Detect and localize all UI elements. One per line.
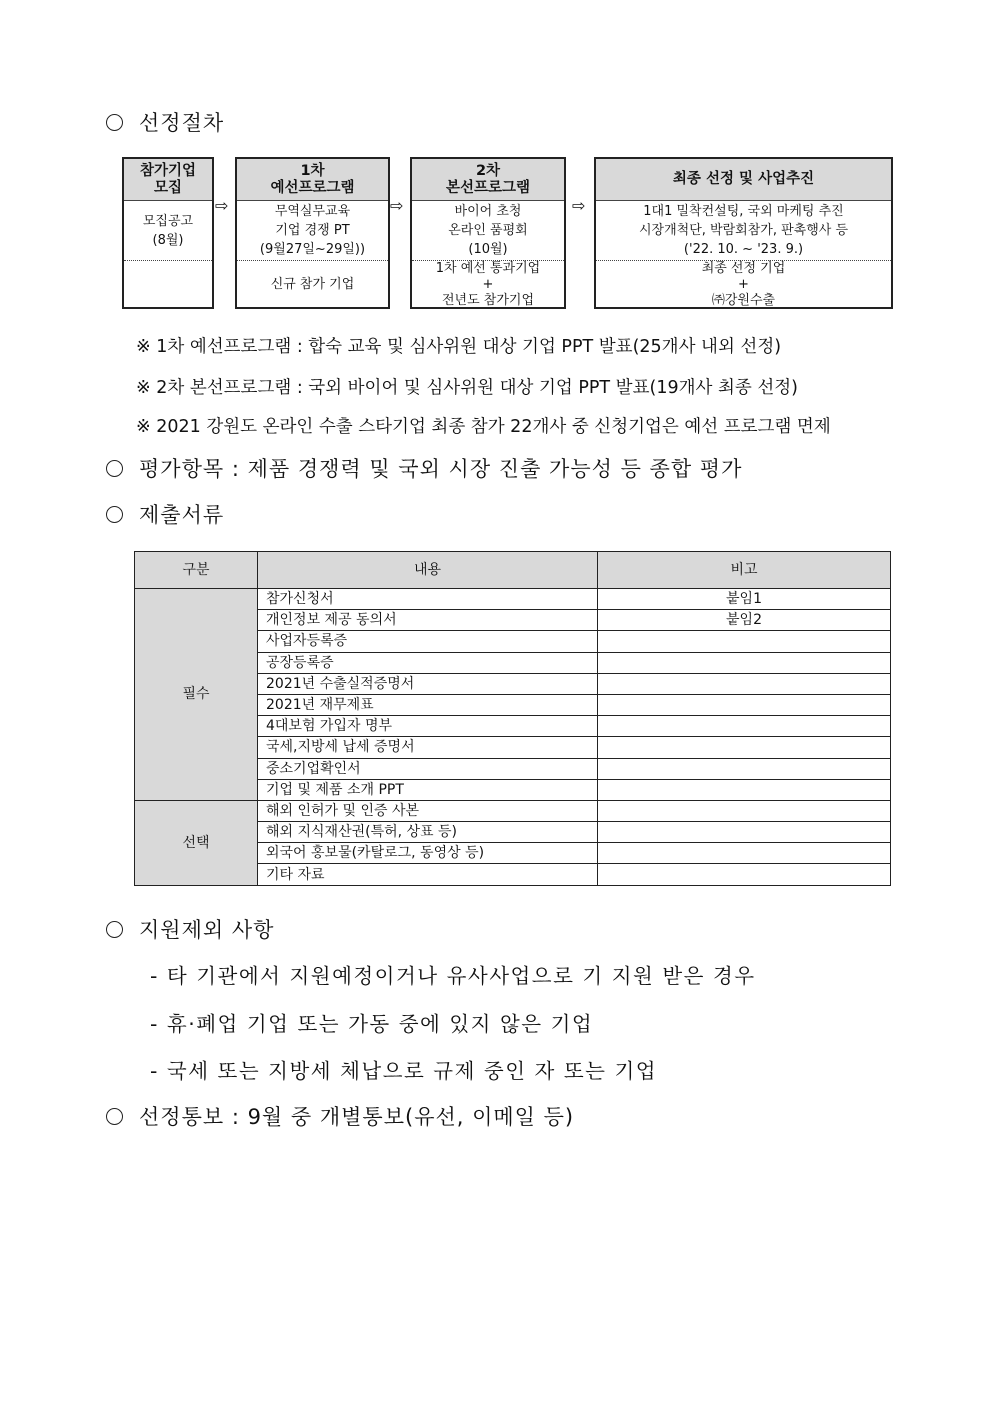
section-heading-notification: 선정통보 : 9월 중 개별통보(유선, 이메일 등) bbox=[106, 1101, 574, 1131]
document-remark bbox=[598, 673, 891, 694]
document-name: 중소기업확인서 bbox=[258, 758, 598, 779]
right-arrow-icon: ⇨ bbox=[215, 196, 229, 215]
flow-box-title bbox=[237, 159, 388, 201]
document-name: 공장등록증 bbox=[258, 652, 598, 673]
note-preliminary: ※ 1차 예선프로그램 : 합숙 교육 및 심사위원 대상 기업 PPT 발표(25개사 내외 선정) bbox=[136, 337, 782, 357]
flow-box-line: ('22. 10. ~ '23. 9.) bbox=[683, 242, 804, 257]
document-name: 해외 지식재산권(특허, 상표 등) bbox=[258, 822, 598, 843]
flow-box-line: 모집 bbox=[153, 179, 182, 196]
flow-box-detail bbox=[237, 201, 388, 261]
flow-box-line: 모집공고 bbox=[142, 213, 194, 229]
flow-box-line: (8월) bbox=[152, 232, 184, 248]
document-remark bbox=[598, 631, 891, 652]
flow-box-line: (10월) bbox=[468, 242, 508, 257]
table-row bbox=[135, 800, 891, 821]
flow-box-title bbox=[124, 159, 212, 201]
document-remark bbox=[598, 758, 891, 779]
document-name: 국세,지방세 납세 증명서 bbox=[258, 737, 598, 758]
flow-box-title bbox=[412, 159, 564, 201]
flow-box-final-selection bbox=[594, 157, 893, 309]
flow-box-line: + bbox=[738, 277, 749, 292]
flow-box-line: 최종 선정 기업 bbox=[701, 261, 786, 276]
flow-box-line: 2차 bbox=[475, 162, 501, 179]
table-row bbox=[135, 589, 891, 610]
flow-box-detail bbox=[124, 201, 212, 261]
section-heading-exclusions: 지원제외 사항 bbox=[106, 914, 274, 944]
document-remark bbox=[598, 694, 891, 715]
flow-box-line: 참가기업 bbox=[139, 162, 197, 179]
flow-box-target bbox=[596, 261, 891, 309]
document-remark bbox=[598, 779, 891, 800]
document-name: 기타 자료 bbox=[258, 864, 598, 885]
flow-box-line: + bbox=[482, 277, 494, 292]
document-name: 외국어 홍보물(카탈로그, 동영상 등) bbox=[258, 843, 598, 864]
circle-bullet-icon bbox=[106, 460, 123, 477]
flow-box-recruitment bbox=[122, 157, 214, 309]
flow-box-line: ㈜강원수출 bbox=[711, 293, 776, 308]
flow-box-line: 예선프로그램 bbox=[270, 179, 355, 196]
flow-box-line: 바이어 초청 bbox=[454, 204, 522, 219]
document-name: 사업자등록증 bbox=[258, 631, 598, 652]
document-remark bbox=[598, 800, 891, 821]
exclusion-item: - 휴·폐업 기업 또는 가동 중에 있지 않은 기업 bbox=[150, 1012, 594, 1036]
flow-box-target bbox=[237, 261, 388, 309]
flow-box-line: 신규 참가 기업 bbox=[270, 277, 355, 292]
right-arrow-icon: ⇨ bbox=[572, 196, 586, 215]
circle-bullet-icon bbox=[106, 114, 123, 131]
flow-box-main-round bbox=[410, 157, 566, 309]
header-remarks: 비고 bbox=[598, 552, 891, 589]
document-remark: 붙임1 bbox=[598, 589, 891, 610]
flow-box-line: 기업 경쟁 PT bbox=[275, 223, 350, 238]
group-label: 필수 bbox=[135, 589, 258, 801]
document-remark bbox=[598, 716, 891, 737]
exclusion-item: - 타 기관에서 지원예정이거나 유사사업으로 기 지원 받은 경우 bbox=[150, 964, 756, 988]
flow-box-line: 최종 선정 및 사업추진 bbox=[672, 171, 815, 187]
circle-bullet-icon bbox=[106, 506, 123, 523]
flow-box-line: 무역실무교육 bbox=[274, 204, 351, 219]
document-name: 참가신청서 bbox=[258, 589, 598, 610]
document-name: 2021년 수출실적증명서 bbox=[258, 673, 598, 694]
document-name: 기업 및 제품 소개 PPT bbox=[258, 779, 598, 800]
flow-box-target bbox=[412, 261, 564, 309]
flow-box-line: 1차 bbox=[300, 162, 325, 179]
flow-box-line: 1대1 밀착컨설팅, 국외 마케팅 추진 bbox=[643, 204, 844, 219]
flow-box-line: 본선프로그램 bbox=[445, 179, 531, 196]
flow-box-line: 전년도 참가기업 bbox=[441, 293, 535, 308]
note-exemption: ※ 2021 강원도 온라인 수출 스타기업 최종 참가 22개사 중 신청기업은 예선 프로그램 면제 bbox=[136, 417, 831, 437]
flow-box-line: (9월27일~29일)) bbox=[259, 242, 366, 257]
document-name: 2021년 재무제표 bbox=[258, 694, 598, 715]
header-content: 내용 bbox=[258, 552, 598, 589]
group-label: 선택 bbox=[135, 800, 258, 885]
document-remark: 붙임2 bbox=[598, 610, 891, 631]
document-name: 해외 인허가 및 인증 사본 bbox=[258, 800, 598, 821]
right-arrow-icon: ⇨ bbox=[390, 196, 404, 215]
section-heading-documents: 제출서류 bbox=[106, 499, 224, 529]
document-name: 4대보험 가입자 명부 bbox=[258, 716, 598, 737]
document-remark bbox=[598, 822, 891, 843]
flow-box-line: 시장개척단, 박람회참가, 판촉행사 등 bbox=[638, 223, 849, 238]
flow-box-line: 온라인 품평회 bbox=[448, 223, 528, 238]
document-remark bbox=[598, 652, 891, 673]
section-heading-evaluation: 평가항목 : 제품 경쟁력 및 국외 시장 진출 가능성 등 종합 평가 bbox=[106, 453, 742, 483]
exclusion-item: - 국세 또는 지방세 체납으로 규제 중인 자 또는 기업 bbox=[150, 1059, 658, 1083]
circle-bullet-icon bbox=[106, 921, 123, 938]
table-header-row bbox=[135, 552, 891, 589]
header-category: 구분 bbox=[135, 552, 258, 589]
document-remark bbox=[598, 864, 891, 885]
documents-table bbox=[134, 551, 891, 886]
circle-bullet-icon bbox=[106, 1108, 123, 1125]
flow-box-line: 1차 예선 통과기업 bbox=[435, 261, 541, 276]
document-remark bbox=[598, 737, 891, 758]
flow-box-title bbox=[596, 159, 891, 201]
flow-box-detail bbox=[596, 201, 891, 261]
flow-box-detail bbox=[412, 201, 564, 261]
section-heading-selection-process: 선정절차 bbox=[106, 107, 224, 137]
flow-box-preliminary bbox=[235, 157, 390, 309]
flow-box-target bbox=[124, 261, 212, 309]
document-remark bbox=[598, 843, 891, 864]
note-main-round: ※ 2차 본선프로그램 : 국외 바이어 및 심사위원 대상 기업 PPT 발표(19개사 최종 선정) bbox=[136, 378, 798, 398]
document-name: 개인정보 제공 동의서 bbox=[258, 610, 598, 631]
